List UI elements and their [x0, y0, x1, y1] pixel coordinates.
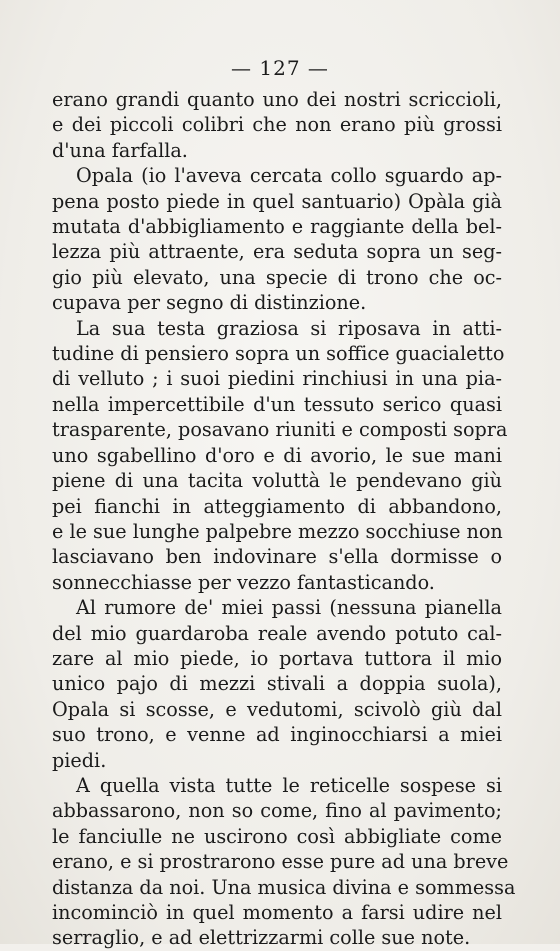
text-line: piedi. [52, 748, 107, 772]
text-line: Opala (io l'aveva cercata collo sguardo ap- [76, 164, 502, 188]
text-line: cupava per segno di distinzione. [52, 291, 367, 315]
text-line: di velluto ; i suoi piedini rinchiusi in una pia- [52, 367, 502, 391]
text-line: pei fianchi in atteggiamento di abbandono, [52, 494, 502, 518]
body-text [52, 87, 516, 951]
text-line: A quella vista tutte le reticelle sospese si [76, 773, 502, 797]
text-line: incominciò in quel momento a farsi udire nel [52, 901, 502, 924]
text-line: Opala si scosse, e vedutomi, scivolò giù dal [52, 697, 502, 721]
text-line: e le sue lunghe palpebre mezzo socchiuse non [52, 519, 503, 543]
text-line: nella impercettibile d'un tessuto serico quasi [52, 392, 502, 416]
text-line: serraglio, e ad elettrizzarmi colle sue note. [52, 926, 471, 950]
text-line: erano, e si prostrarono esse pure ad una breve [52, 850, 509, 874]
text-line: unico pajo di mezzi stivali a doppia suola), [52, 672, 502, 696]
text-line: suo trono, e venne ad inginocchiarsi a miei [52, 723, 502, 747]
text-line: sonnecchiasse per vezzo fantasticando. [52, 570, 435, 594]
text-line: mutata d'abbigliamento e raggiante della bel- [52, 215, 502, 239]
text-line: lasciavano ben indovinare s'ella dormisse o [52, 545, 502, 569]
text-line: piene di una tacita voluttà le pendevano giù [52, 469, 502, 493]
text-line: trasparente, posavano riuniti e composti sopra [52, 418, 508, 442]
text-line: distanza da noi. Una musica divina e sommessa [52, 875, 516, 899]
text-line: erano grandi quanto uno dei nostri scriccioli, [52, 88, 502, 111]
text-line: zare al mio piede, io portava tuttora il mio [52, 646, 502, 670]
text-line: lezza più attraente, era seduta sopra un seg- [52, 240, 502, 264]
text-line: gio più elevato, una specie di trono che oc- [52, 265, 502, 289]
text-line: d'una farfalla. [52, 138, 188, 162]
text-line: tudine di pensiero sopra un soffice guacialetto [52, 342, 505, 366]
text-line: La sua testa graziosa si riposava in atti- [76, 316, 502, 340]
text-line: uno sgabellino d'oro e di avorio, le sue mani [52, 443, 502, 467]
text-line: Al rumore de' miei passi (nessuna pianella [76, 596, 502, 620]
text-line: e dei piccoli colibri che non erano più grossi [52, 113, 502, 137]
text-line: pena posto piede in quel santuario) Opàla già [52, 189, 502, 213]
text-line: le fanciulle ne uscirono così abbigliate come [52, 824, 502, 848]
text-line: abbassarono, non so come, fino al pavimento; [52, 799, 502, 823]
page-number: — 127 — [231, 56, 329, 80]
text-line: del mio guardaroba reale avendo potuto cal- [52, 621, 502, 645]
